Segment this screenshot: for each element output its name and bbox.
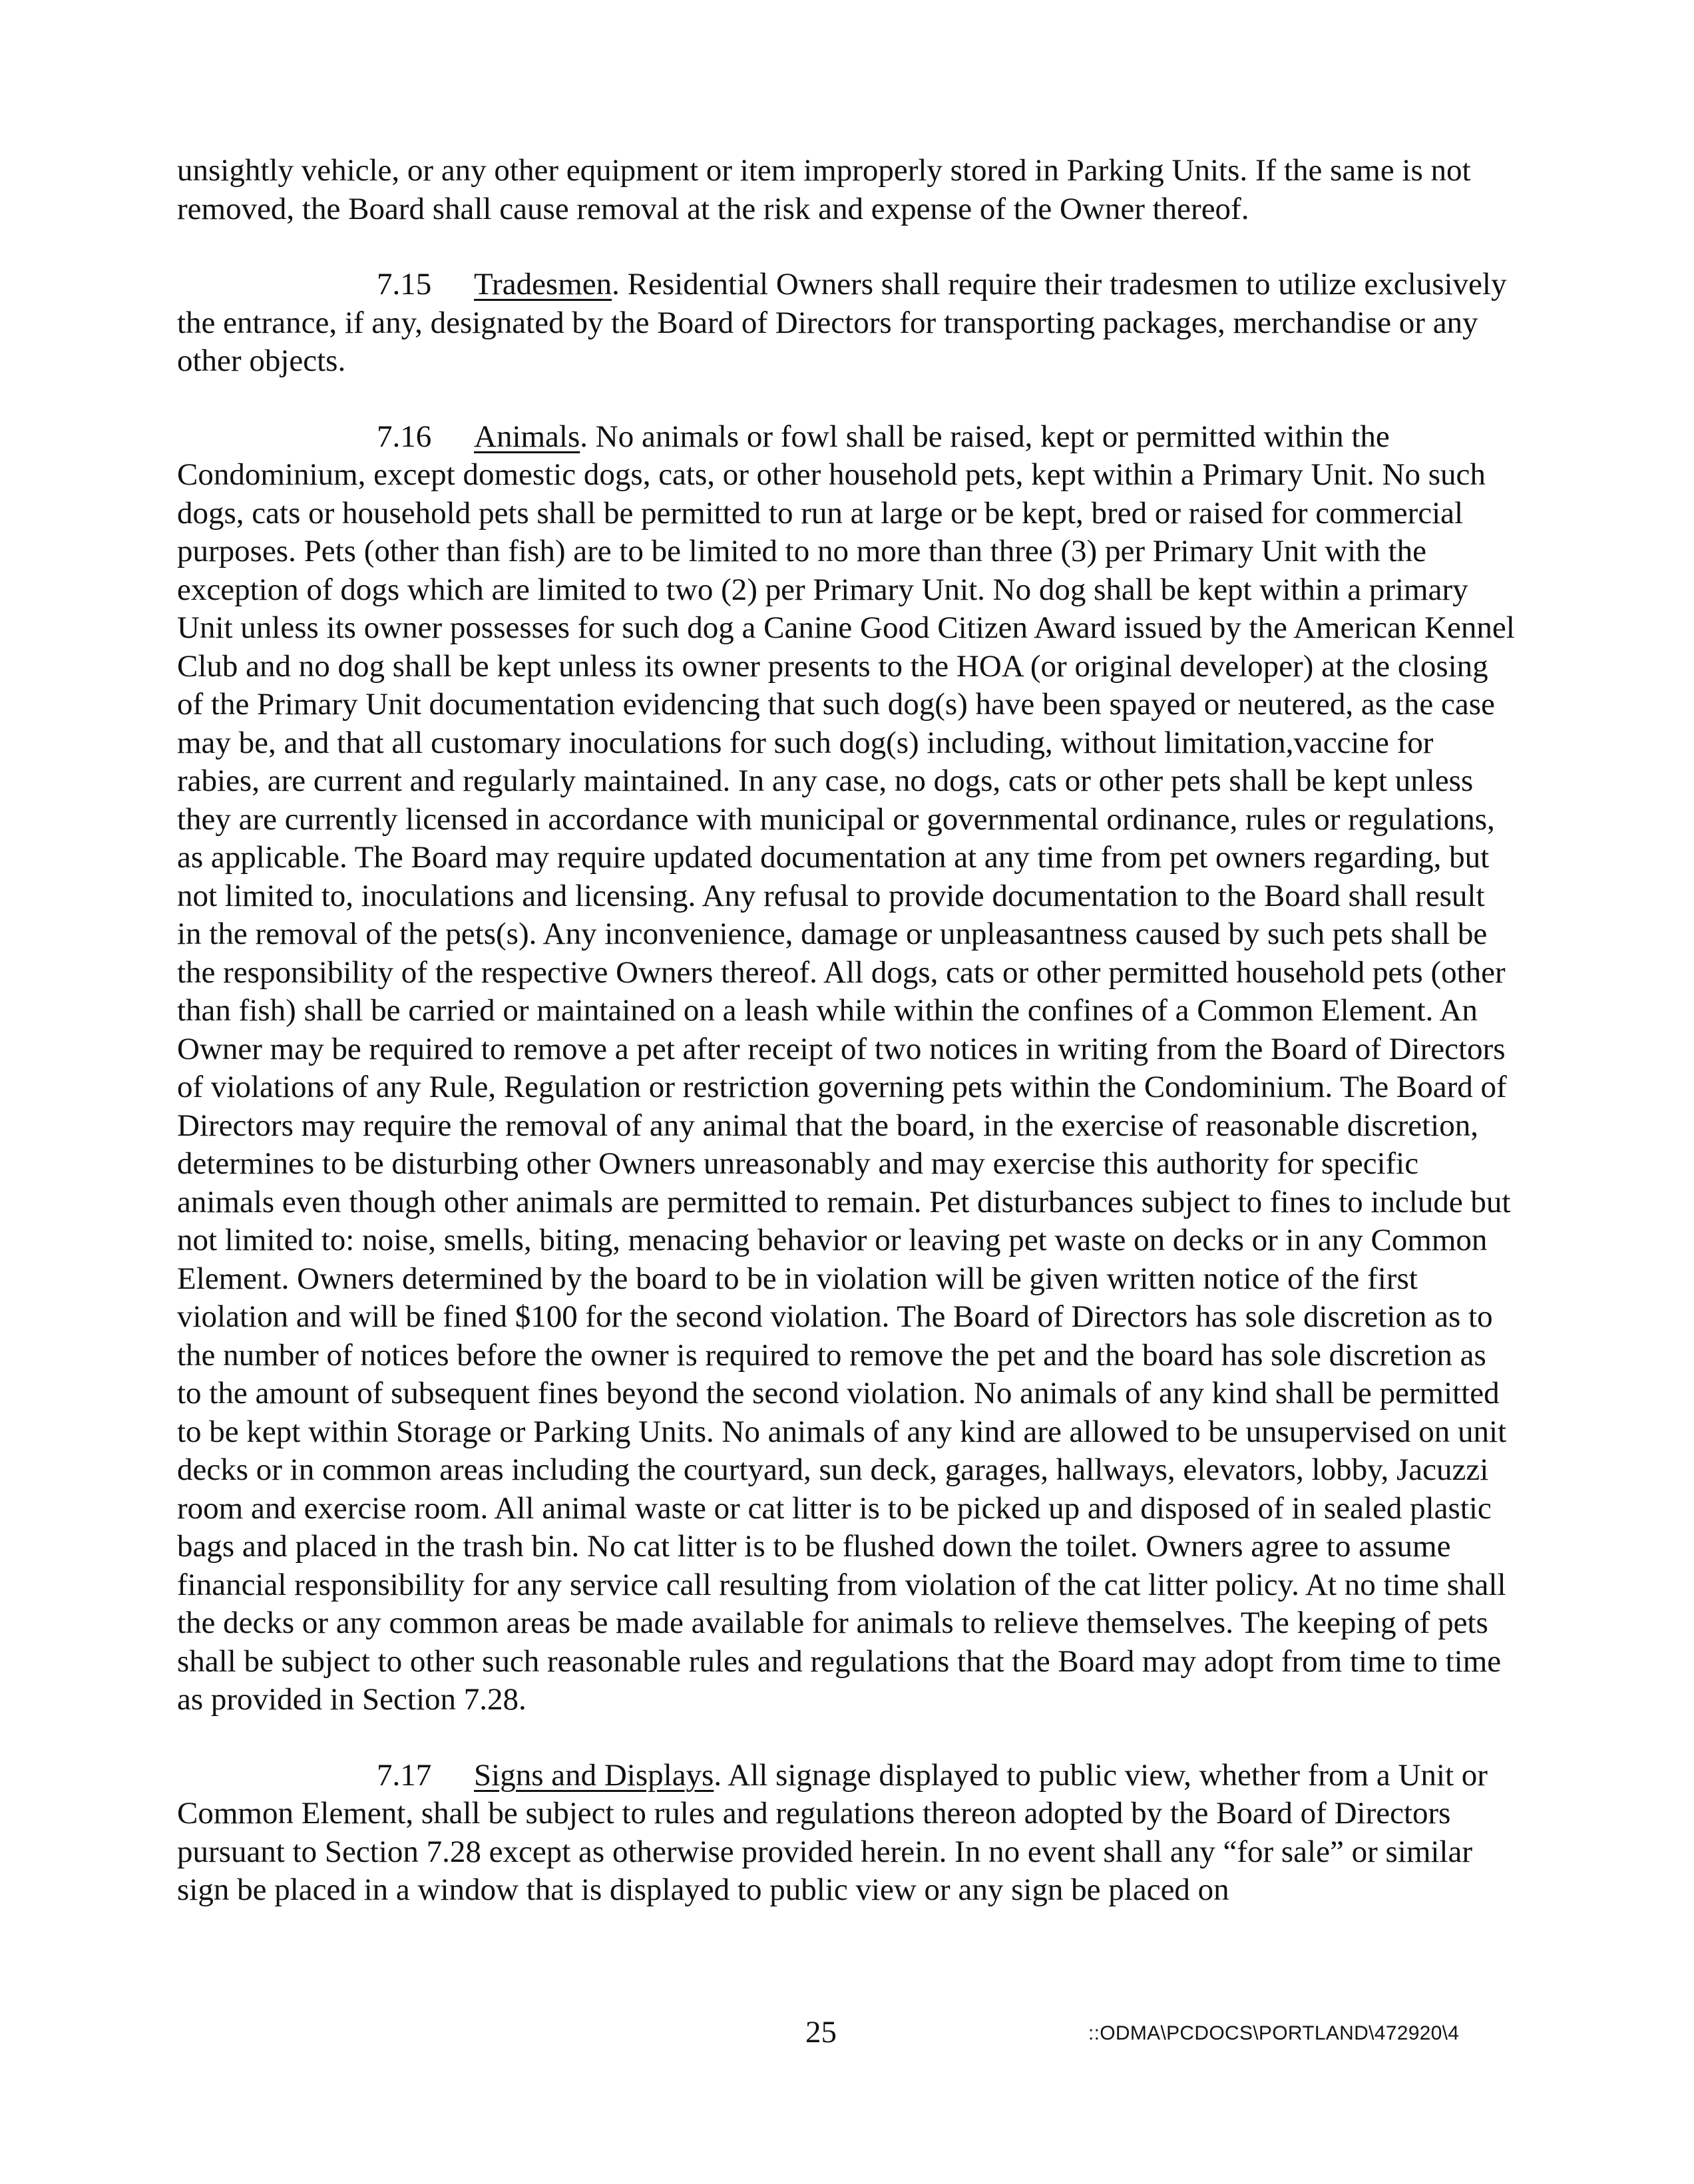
section-7-15: [177, 266, 1515, 381]
section-heading: Tradesmen: [474, 267, 612, 302]
section-text: . Residential Owners shall require their tradesmen to utilize exclusively the entrance, if any, designated by the Board of Directors for transporting packages, merchandise or any other objects.: [177, 267, 1507, 378]
section-7-16: [177, 418, 1515, 1719]
continuation-text: unsightly vehicle, or any other equipment or item improperly stored in Parking Units. If the same is not removed, the Board shall cause removal at the risk and expense of the Owner thereof.: [177, 153, 1471, 226]
section-text: . No animals or fowl shall be raised, kept or permitted within the Condominium, except domestic dogs, cats, or other household pets, kept within a Primary Unit. No such dogs, cats or household pets shall be permitted to run at large or be kept, bred or raised for commercial purposes. Pets (other than fish) are to be limited to no more than three (3) per Primary Unit with the exception of dogs which are limited to two (2) per Primary Unit. No dog shall be kept within a primary Unit unless its owner possesses for such dog a Canine Good Citizen Award issued by the American Kennel Club and no dog shall be kept unless its owner presents to the HOA (or original developer) at the closing of the Primary Unit documentation evidencing that such dog(s) have been spayed or neutered, as the case may be, and that all customary inoculations for such dog(s) including, without limitation,vaccine for rabies, are current and regularly maintained. In any case, no dogs, cats or other pets shall be kept unless they are currently licensed in accordance with municipal or governmental ordinance, rules or regulations, as applicable. The Board may require updated documentation at any time from pet owners regarding, but not limited to, inoculations and licensing. Any refusal to provide documentation to the Board shall result in the removal of the pets(s). Any inconvenience, damage or unpleasantness caused by such pets shall be the responsibility of the respective Owners thereof. All dogs, cats or other permitted household pets (other than fish) shall be carried or maintained on a leash while within the confines of a Common Element. An Owner may be required to remove a pet after receipt of two notices in writing from the Board of Directors of violations of any Rule, Regulation or restriction governing pets within the Condominium. The Board of Directors may require the removal of any animal that the board, in the exercise of reasonable discretion, determines to be disturbing other Owners unreasonably and may exercise this authority for specific animals even though other animals are permitted to remain. Pet disturbances subject to fines to include but not limited to: noise, smells, biting, menacing behavior or leaving pet waste on decks or in any Common Element. Owners determined by the board to be in violation will be given written notice of the first violation and will be fined $100 for the second violation. The Board of Directors has sole discretion as to the number of notices before the owner is required to remove the pet and the board has sole discretion as to the amount of subsequent fines beyond the second violation. No animals of any kind shall be permitted to be kept within Storage or Parking Units. No animals of any kind are allowed to be unsupervised on unit decks or in common areas including the courtyard, sun deck, garages, hallways, elevators, lobby, Jacuzzi room and exercise room. All animal waste or cat litter is to be picked up and disposed of in sealed plastic bags and placed in the trash bin. No cat litter is to be flushed down the toilet. Owners agree to assume financial responsibility for any service call resulting from violation of the cat litter policy. At no time shall the decks or any common areas be made available for animals to relieve themselves. The keeping of pets shall be subject to other such reasonable rules and regulations that the Board may adopt from time to time as provided in Section 7.28.: [177, 419, 1515, 1717]
document-id: ::ODMA\PCDOCS\PORTLAND\472920\4: [1088, 2022, 1460, 2044]
section-text: . All signage displayed to public view, whether from a Unit or Common Element, shall be subject to rules and regulations thereon adopted by the Board of Directors pursuant to Section 7.28 except as otherwise provided herein. In no event shall any “for sale” or similar sign be placed in a window that is displayed to public view or any sign be placed on: [177, 1757, 1488, 1907]
continuation-paragraph: [177, 152, 1515, 228]
section-number: 7.16: [377, 419, 432, 454]
section-heading: Signs and Displays: [474, 1757, 714, 1793]
page-number: 25: [805, 2015, 837, 2050]
section-7-17: [177, 1757, 1515, 1910]
document-body: [177, 152, 1515, 1910]
section-heading: Animals: [474, 419, 580, 454]
section-number: 7.15: [377, 267, 432, 302]
section-number: 7.17: [377, 1757, 432, 1793]
